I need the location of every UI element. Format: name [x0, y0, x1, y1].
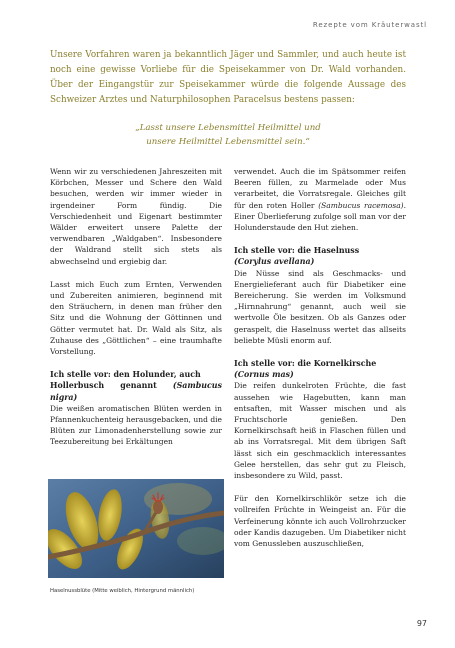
quote-line-2: unsere Heilmittel Lebensmittel sein.“	[146, 137, 310, 147]
haselnuss-latin-name: (Corylus avellana)	[234, 257, 315, 267]
paragraph-kornelkirschlikoer: Für den Kornelkirschlikör setze ich die vollreifen Früchte in Weingeist an. Für die Verfeinerung könnte ich auch Vollrohrzucker oder Kandis dazugeben. Um Diabetiker nicht vom Genussleben auszuschließen,	[234, 494, 406, 549]
paragraph-holunder-continued	[234, 166, 406, 233]
paragraph-holunder: Die weißen aromatischen Blüten werden in Pfannenkuchenteig herausgebacken, und die Blüten zur Limonadenherstellung sowie zur Teezubereitung bei Erkältungen	[50, 403, 222, 447]
red-holler-latin-name: (Sambucus racemosa)	[318, 200, 404, 210]
hazel-blossom-image	[48, 479, 224, 578]
haselnuss-heading: Ich stelle vor: die Haselnuss	[234, 246, 360, 256]
page-number: 97	[416, 619, 427, 628]
hazel-blossom-photo	[48, 479, 224, 578]
holunder-latin-name: (Sambucus nigra)	[50, 381, 222, 402]
holunder-berries-text: verwendet. Auch die im Spätsommer reifen Beeren füllen, zu Marmelade oder Mus verarbeitet, die Vorratsregale. Gleiches gilt für den roten Holler	[234, 167, 406, 210]
left-column	[50, 166, 222, 460]
kornelkirsche-heading: Ich stelle vor: die Kornelkirsche	[234, 359, 377, 369]
intro-paragraph: Unsere Vorfahren waren ja bekanntlich Jäger und Sammler, und auch heute ist noch eine gewisse Vorliebe für die Speisekammer von Dr. Wald vorhanden. Über der Eingangstür zur Speisekammer würde die folgende Aussage des Schweizer Arztes und Naturphilosophen Paracelsus bestens passen:	[50, 50, 406, 105]
running-header: Rezepte vom Kräuterwastl	[312, 21, 427, 29]
right-column	[234, 166, 406, 561]
paragraph-forest-visit: Wenn wir zu verschiedenen Jahreszeiten mit Körbchen, Messer und Schere den Wald besuchen, werden wir immer wieder in irgendeiner Form fündig. Die Verschiedenheit und Eigenart bestimmter Wälder erweitert unsere Palette der verwendbaren „Waldgaben“. Insbesondere der Waldrand stellt sich stets als abwechselnd und ergiebig dar.	[50, 167, 222, 266]
kornelkirsche-latin-name: (Cornus mas)	[234, 370, 294, 380]
paragraph-kornelkirsche: Die reifen dunkelroten Früchte, die fast aussehen wie Hagebutten, kann man entsaften, mit Wasser mischen und als Fruchtschorle genießen. Den Kornelkirschsaft heiß in Flaschen füllen und ab ins Vorratsregal. Mit dem übrigen Saft lässt sich ein geschmacklich interessantes Gelee herstellen, das sehr gut zu Fleisch, insbesondere zu Wild, passt.	[234, 381, 406, 481]
paragraph-haselnuss: Die Nüsse sind als Geschmacks- und Energielieferant auch für Diabetiker eine Bereicherung. Sie werden im Volksmund „Hirnnahrung“ genannt, auch weil sie wertvolle Öle besitzen. Ob als Ganzes oder geraspelt, die Haselnuss wertet das allseits beliebte Müsli enorm auf.	[234, 268, 406, 345]
paragraph-harvest-invitation: Lasst mich Euch zum Ernten, Verwenden und Zubereiten animieren, beginnend mit den Sträuchern, in denen man früher den Sitz und die Wohnung der Göttinnen und Götter vermutet hat. Dr. Wald als Sitz, als Zuhause des „Göttlichen“ – eine traumhafte Vorstellung.	[50, 279, 222, 357]
holunder-heading	[50, 369, 222, 403]
quote-line-1: „Lasst unsere Lebensmittel Heilmittel und	[135, 123, 321, 133]
holunder-tradition-text: . Einer Überlieferung zufolge soll man vor der Holunderstaude den Hut ziehen.	[234, 200, 406, 233]
holunder-heading-line2: Hollerbusch genannt	[50, 381, 157, 391]
holunder-heading-line1: Ich stelle vor: den Holunder, auch	[50, 370, 201, 380]
photo-caption: Haselnussblüte (Mitte weiblich, Hintergrund männlich)	[50, 588, 195, 594]
paracelsus-quote	[50, 121, 406, 149]
